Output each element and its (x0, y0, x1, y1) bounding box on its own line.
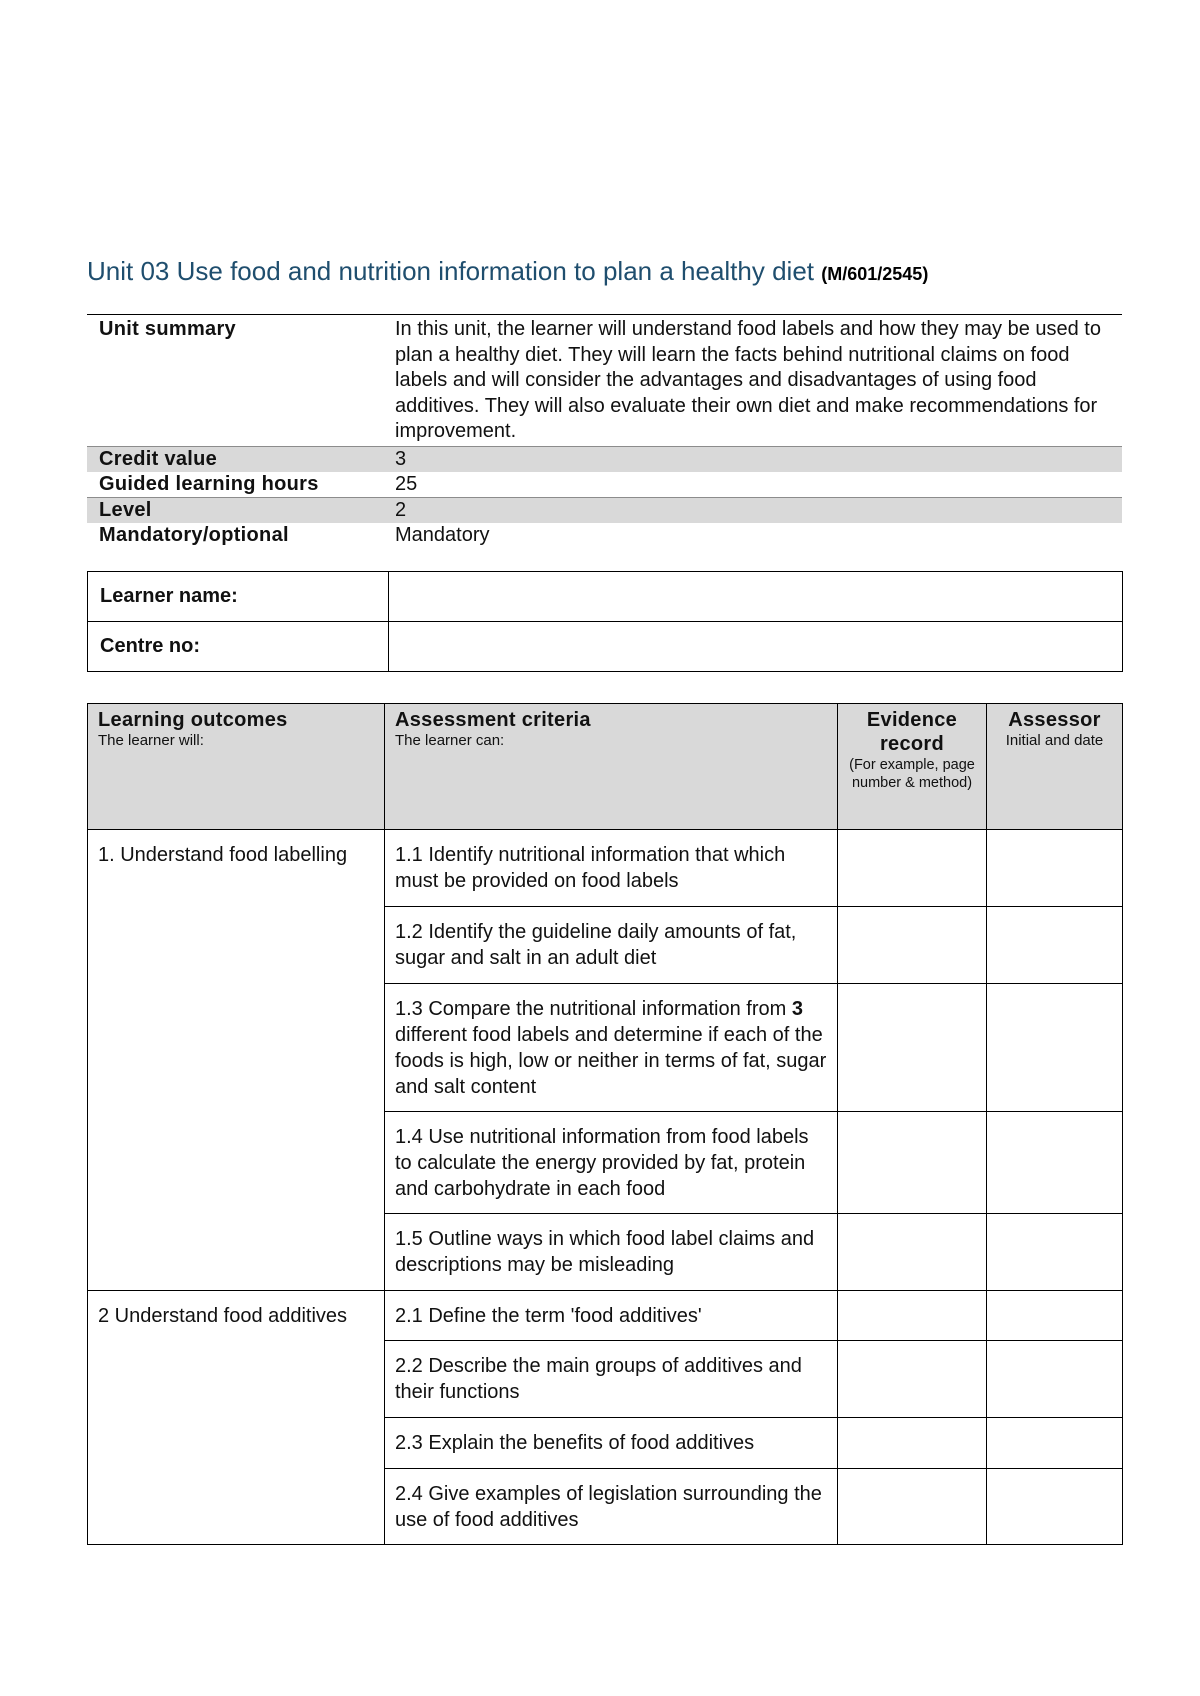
criteria-row (88, 1291, 1123, 1341)
evidence-cell[interactable] (838, 984, 987, 1112)
centre-no-field[interactable] (389, 622, 1123, 672)
level-value: 2 (383, 497, 1122, 523)
assessor-cell[interactable] (987, 1418, 1123, 1469)
evidence-cell[interactable] (838, 830, 987, 907)
mandatory-label: Mandatory/optional (99, 523, 289, 546)
header-ac-title: Assessment criteria (395, 709, 591, 731)
evidence-cell[interactable] (838, 1214, 987, 1291)
page-title (87, 256, 928, 287)
level-row (87, 497, 1122, 523)
credit-row (87, 446, 1122, 472)
centre-no-row (88, 622, 1123, 672)
criterion-1-1: 1.1 Identify nutritional information that which must be provided on food labels (385, 830, 838, 907)
assessor-cell[interactable] (987, 1341, 1123, 1418)
criterion-2-3: 2.3 Explain the benefits of food additives (385, 1418, 838, 1469)
summary-row (87, 315, 1122, 447)
centre-no-label: Centre no: (88, 622, 389, 672)
header-lo-sub: The learner will: (98, 732, 204, 749)
header-lo-title: Learning outcomes (98, 709, 288, 731)
glh-label: Guided learning hours (99, 472, 319, 495)
learner-name-field[interactable] (389, 572, 1123, 622)
header-assessor-title: Assessor (1008, 709, 1101, 731)
evidence-cell[interactable] (838, 907, 987, 984)
evidence-cell[interactable] (838, 1469, 987, 1545)
mandatory-row (87, 523, 1122, 548)
mandatory-value: Mandatory (395, 523, 490, 546)
learner-name-label: Learner name: (88, 572, 389, 622)
unit-code: (M/601/2545) (821, 264, 929, 284)
evidence-cell[interactable] (838, 1341, 987, 1418)
header-evidence-record (838, 704, 987, 830)
criterion-1-5: 1.5 Outline ways in which food label claims and descriptions may be misleading (385, 1214, 838, 1291)
assessor-cell[interactable] (987, 907, 1123, 984)
unit-summary-table (87, 314, 1122, 548)
assessor-cell[interactable] (987, 1214, 1123, 1291)
evidence-cell[interactable] (838, 1418, 987, 1469)
glh-row (87, 472, 1122, 498)
criterion-2-2: 2.2 Describe the main groups of additives and their functions (385, 1341, 838, 1418)
criterion-1-3-count: 3 (791, 998, 803, 1020)
credit-label: Credit value (87, 446, 383, 472)
learner-details-table (87, 571, 1123, 672)
glh-value: 25 (395, 472, 418, 495)
evidence-cell[interactable] (838, 1112, 987, 1214)
assessor-cell[interactable] (987, 984, 1123, 1112)
header-evidence-line1: Evidence (866, 709, 958, 731)
assessor-cell[interactable] (987, 1469, 1123, 1545)
credit-value: 3 (383, 446, 1122, 472)
level-label: Level (87, 497, 383, 523)
header-assessor-sub: Initial and date (1005, 732, 1104, 749)
outcomes-header-row (88, 704, 1123, 830)
header-assessor (987, 704, 1123, 830)
criterion-2-4: 2.4 Give examples of legislation surrounding the use of food additives (385, 1469, 838, 1545)
criterion-1-3-text-b: different food labels and determine if each of the foods is high, low or neither in terms of fat, sugar and salt content (395, 1024, 827, 1098)
criterion-1-2: 1.2 Identify the guideline daily amounts of fat, sugar and salt in an adult diet (385, 907, 838, 984)
criterion-2-1: 2.1 Define the term 'food additives' (385, 1291, 838, 1341)
evidence-cell[interactable] (838, 1291, 987, 1341)
criterion-1-3 (385, 984, 838, 1112)
unit-summary-label: Unit summary (99, 318, 236, 340)
criterion-1-4: 1.4 Use nutritional information from food labels to calculate the energy provided by fat, protein and carbohydrate in each food (385, 1112, 838, 1214)
header-learning-outcomes (88, 704, 385, 830)
assessor-cell[interactable] (987, 830, 1123, 907)
learning-outcome-2: 2 Understand food additives (88, 1291, 385, 1545)
header-assessment-criteria (385, 704, 838, 830)
unit-summary-text: In this unit, the learner will understand food labels and how they may be used to plan a healthy diet. They will learn the facts behind nutritional claims on food labels and will consider the advantages and disadvantages of using food additives. They will also evaluate their own diet and make recommendations for improvement. (395, 318, 1101, 442)
header-evidence-line2: record (879, 733, 945, 755)
assessor-cell[interactable] (987, 1112, 1123, 1214)
header-evidence-sub: (For example, page number & method) (849, 757, 975, 791)
header-ac-sub: The learner can: (395, 732, 505, 749)
learning-outcomes-table (87, 703, 1123, 1545)
criteria-row (88, 830, 1123, 907)
learner-name-row (88, 572, 1123, 622)
criterion-1-3-text-a: 1.3 Compare the nutritional information from (395, 998, 792, 1020)
unit-title: Unit 03 Use food and nutrition information to plan a healthy diet (87, 256, 815, 286)
learning-outcome-1: 1. Understand food labelling (88, 830, 385, 1291)
assessor-cell[interactable] (987, 1291, 1123, 1341)
